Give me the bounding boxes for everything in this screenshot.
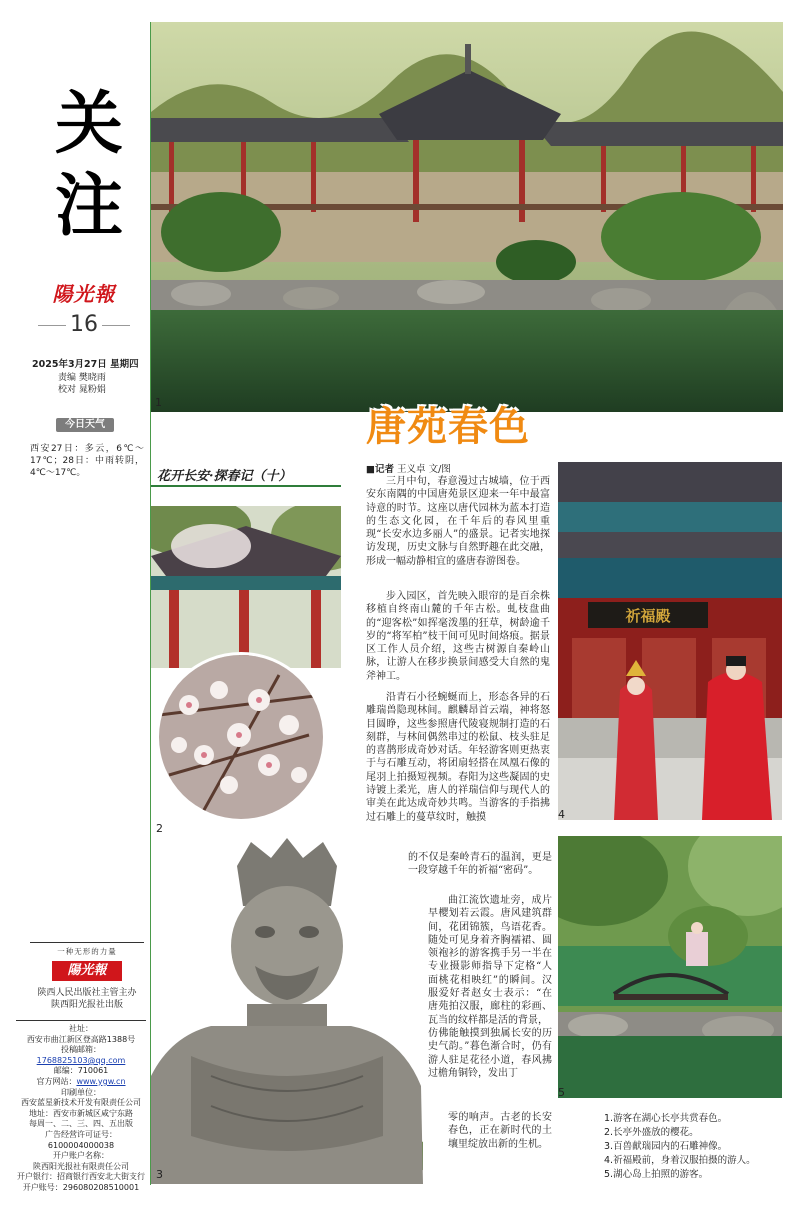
publisher-line: 陕西阳光报社出版 bbox=[50, 1000, 123, 1010]
slogan: 一种无形的力量 bbox=[30, 942, 144, 957]
email-label: 投稿邮箱： bbox=[61, 1045, 101, 1055]
photo-cherry-blossom bbox=[156, 652, 326, 822]
photo-prayer-hall bbox=[558, 462, 782, 820]
left-column bbox=[0, 0, 150, 1205]
byline: ■记者 王义卓 文/图 bbox=[366, 464, 451, 475]
divider bbox=[102, 325, 130, 326]
page-number: 16 bbox=[70, 312, 98, 337]
publication-info bbox=[16, 1018, 146, 1194]
photo-number-3: 3 bbox=[156, 1168, 163, 1181]
photo-number-2: 2 bbox=[156, 822, 163, 835]
account-name-label: 开户账户名称： bbox=[53, 1151, 109, 1161]
caption-3: 3.百兽献瑞园内的石雕神像。 bbox=[604, 1141, 728, 1152]
article-paragraph-1: 三月中旬，春意漫过古城墙，位于西安东南隅的中国唐苑景区迎来一年中最富诗意的时节。这座以唐代园林为蓝本打造的生态文化园，在千年后的春风里重现“长安水边多丽人”的盛景。记者实地探访发现，历史文脉与自然野趣在此交融，形成一幅动静相宜的盛唐春游图卷。 bbox=[366, 476, 550, 567]
divider bbox=[38, 325, 66, 326]
caption-4: 4.祈福殿前，身着汉服拍摄的游人。 bbox=[604, 1155, 756, 1166]
photo-pavilion-pond bbox=[151, 22, 783, 412]
ad-license-label: 广告经营许可证号： bbox=[45, 1129, 117, 1139]
caption-1: 1.游客在湖心长亭共赏春色。 bbox=[604, 1113, 728, 1124]
website-label: 官方网站： bbox=[36, 1076, 77, 1086]
email-link[interactable]: 1768825103@qq.com bbox=[36, 1055, 126, 1065]
website-link[interactable]: www.ygw.cn bbox=[76, 1076, 126, 1086]
masthead bbox=[30, 942, 144, 1011]
postcode: 邮编：710061 bbox=[53, 1066, 109, 1076]
proofreader-credit: 校对 晁粉娟 bbox=[58, 385, 106, 395]
weather-badge: 今日天气 bbox=[56, 418, 114, 432]
editor-credit: 责编 樊晓雨 bbox=[58, 373, 106, 383]
address: 西安市曲江新区登高路1388号 bbox=[26, 1034, 136, 1044]
photo-number-5: 5 bbox=[558, 1086, 565, 1099]
paper-logo-small: 陽光報 bbox=[52, 961, 122, 981]
address-label: 社址： bbox=[69, 1024, 93, 1033]
bank: 开户银行：招商银行西安北大街支行 bbox=[17, 1172, 145, 1182]
article-paragraph-3: 沿青石小径蜿蜒而上，形态各异的石雕瑞兽隐现林间。麒麟昂首云端，神将怒目圆睁，这些参照唐代陵寝规制打造的石刻群，与林间偶然串过的松鼠、枝头驻足的喜鹊形成奇妙对话。年轻游客则更热衷于与石雕互动，将团扇轻搭在凤凰石像的尾羽上拍摄短视频。春阳为这些凝固的史诗镀上柔光，唐人的祥瑞信仰与现代人的审美在此达成奇妙共鸣。当游客的手指拂过石雕上的蔓草纹时，触摸 bbox=[366, 692, 550, 823]
section-title: 关 注 bbox=[54, 85, 123, 246]
photo-number-4: 4 bbox=[558, 808, 565, 821]
photo-lake-island bbox=[558, 836, 782, 1098]
ad-license: 6100004000038 bbox=[47, 1140, 115, 1150]
article-paragraph-4: 曲江流饮遗址旁，成片早樱划若云霞。唐风建筑群间，花团锦簇，鸟语花香。随处可见身着齐胸襦裙、圆领袍衫的游客携手另一半在专业摄影师指导下定格“人面桃花相映红”的瞬间。汉服爱好者赵女士表示：“在唐苑拍汉服，廊柱的彩画、瓦当的纹样都是活的背景， bbox=[428, 895, 552, 1026]
article-paragraph-3-cont: 的不仅是秦岭青石的温润，更是一段穿越千年的祈福“密码”。 bbox=[408, 852, 552, 877]
headline: 唐苑春色 bbox=[366, 404, 530, 450]
printer-label: 印刷单位： bbox=[61, 1087, 101, 1097]
account-name: 陕西阳光报社有限责任公司 bbox=[33, 1161, 129, 1171]
issue-date: 2025年3月27日 星期四 bbox=[32, 359, 139, 370]
caption-5: 5.湖心岛上拍照的游客。 bbox=[604, 1169, 709, 1180]
weather-text: 西安27日：多云，6℃～17℃；28日：中雨转阴，4℃～17℃。 bbox=[30, 444, 144, 478]
photo-stone-statue bbox=[151, 836, 423, 1184]
article-paragraph-2: 步入园区，首先映入眼帘的是百余株移植自终南山麓的千年古松。虬枝盘曲的“迎客松”如挥毫泼墨的狂草，树龄逾千岁的“将军柏”枝干间可见时间烙痕。据景区工作人员介绍，这些古树源自秦岭山脉，让游人在移步换景间感受大自然的鬼斧神工。 bbox=[366, 591, 550, 682]
printer-address: 地址：西安市新城区咸宁东路 bbox=[29, 1108, 133, 1118]
printer: 西安蓝星新技术开发有限责任公司 bbox=[21, 1098, 141, 1108]
photo-pavilion-blossom bbox=[151, 506, 341, 668]
sponsor-line: 陕西人民出版社主管主办 bbox=[37, 988, 137, 998]
article-paragraph-4-cont: 仿佛能触摸到独属长安的历史气韵。”暮色渐合时，仍有游人驻足花径小道，春风拂过檐角铜铃，发出丁 bbox=[428, 1028, 552, 1079]
page-number-block bbox=[38, 312, 130, 338]
column-title-text: 花开长安·探春记（十） bbox=[157, 469, 292, 484]
article-paragraph-5: 零的响声。古老的长安春色，正在新时代的土壤里绽放出新的生机。 bbox=[448, 1112, 552, 1150]
paper-logo: 陽光報 bbox=[52, 282, 116, 306]
photo-captions bbox=[604, 1112, 794, 1182]
caption-2: 2.长亭外盛放的樱花。 bbox=[604, 1127, 699, 1138]
account-number: 开户账号：296080208510001 bbox=[22, 1182, 140, 1192]
divider bbox=[16, 1020, 146, 1021]
column-title bbox=[151, 463, 341, 487]
photo-number-1: 1 bbox=[155, 396, 162, 409]
hall-plaque: 祈福殿 bbox=[625, 607, 671, 625]
publish-days: 每周一、二、三、四、五出版 bbox=[29, 1119, 133, 1129]
